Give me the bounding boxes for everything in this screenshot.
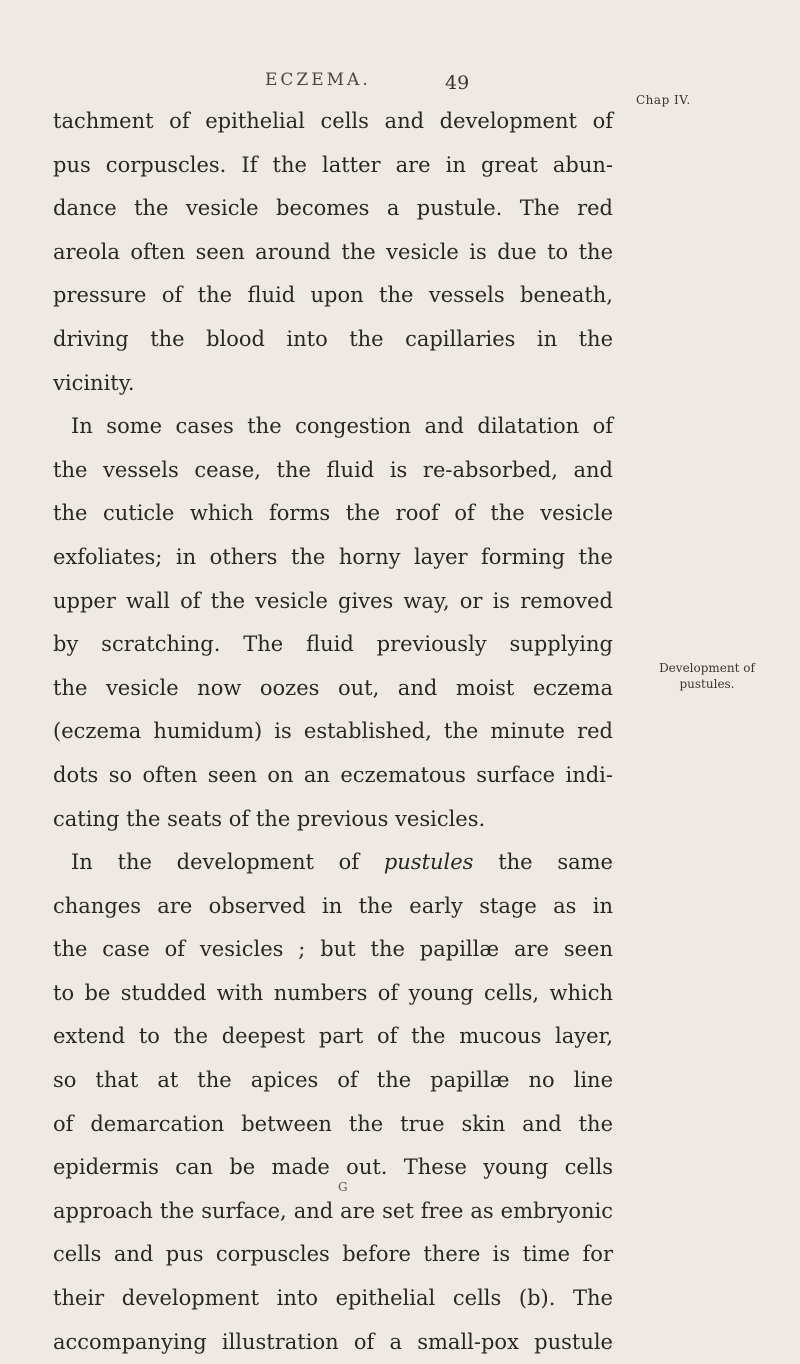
text-line: upper wall of the vesicle gives way, or is removed (53, 588, 613, 613)
text-line: accompanying illustration of a small-pox pustule (53, 1329, 613, 1354)
text-line: epidermis can be made out. These young cells (53, 1155, 613, 1180)
text-fragment: In the development of (71, 850, 360, 875)
text-line: exfoliates; in others the horny layer forming the (53, 544, 613, 569)
text-line: approach the surface, and are set free as embryonic (53, 1198, 613, 1223)
text-line: cells and pus corpuscles before there is time for (53, 1242, 613, 1267)
text-line: pressure of the fluid upon the vessels beneath, (53, 283, 613, 308)
text-line: the vessels cease, the fluid is re-absorbed, and (53, 457, 613, 482)
text-line: cating the seats of the previous vesicles. (53, 806, 486, 831)
text-line: driving the blood into the capillaries in the (53, 326, 613, 351)
text-line: (eczema humidum) is established, the minute red (53, 719, 613, 744)
text-line: In some cases the congestion and dilatation of (71, 414, 613, 439)
italic-term: pustules (383, 850, 474, 875)
text-line: changes are observed in the early stage as in (53, 893, 613, 918)
margin-note-line: Development of (659, 661, 755, 675)
margin-note-development (632, 660, 782, 692)
text-line: dance the vesicle becomes a pustule. The red (53, 196, 613, 221)
chapter-marker: Chap IV. (636, 93, 691, 107)
text-line: areola often seen around the vesicle is due to the (53, 239, 613, 264)
text-line: extend to the deepest part of the mucous layer, (53, 1024, 613, 1049)
text-line: by scratching. The fluid previously supplying (53, 632, 613, 657)
running-head: ECZEMA. (265, 70, 371, 90)
text-line: vicinity. (53, 370, 135, 395)
text-line: to be studded with numbers of young cells, which (53, 980, 613, 1005)
page-number: 49 (445, 72, 470, 94)
text-fragment: the same (498, 850, 613, 875)
text-line: so that at the apices of the papillæ no line (53, 1068, 613, 1093)
body-text (53, 100, 613, 1364)
text-line: of demarcation between the true skin and the (53, 1111, 613, 1136)
text-line: dots so often seen on an eczematous surface indi- (53, 762, 613, 787)
text-line-pustules (53, 841, 613, 885)
text-line: the case of vesicles ; but the papillæ are seen (53, 937, 613, 962)
margin-note-line: pustules. (679, 677, 735, 691)
text-line: the vesicle now oozes out, and moist eczema (53, 675, 613, 700)
text-line: the cuticle which forms the roof of the vesicle (53, 501, 613, 526)
text-line: pus corpuscles. If the latter are in great abun- (53, 152, 613, 177)
text-line: tachment of epithelial cells and development of (53, 109, 613, 133)
signature-mark: G (338, 1180, 348, 1194)
text-line: their development into epithelial cells (b). The (53, 1286, 613, 1311)
